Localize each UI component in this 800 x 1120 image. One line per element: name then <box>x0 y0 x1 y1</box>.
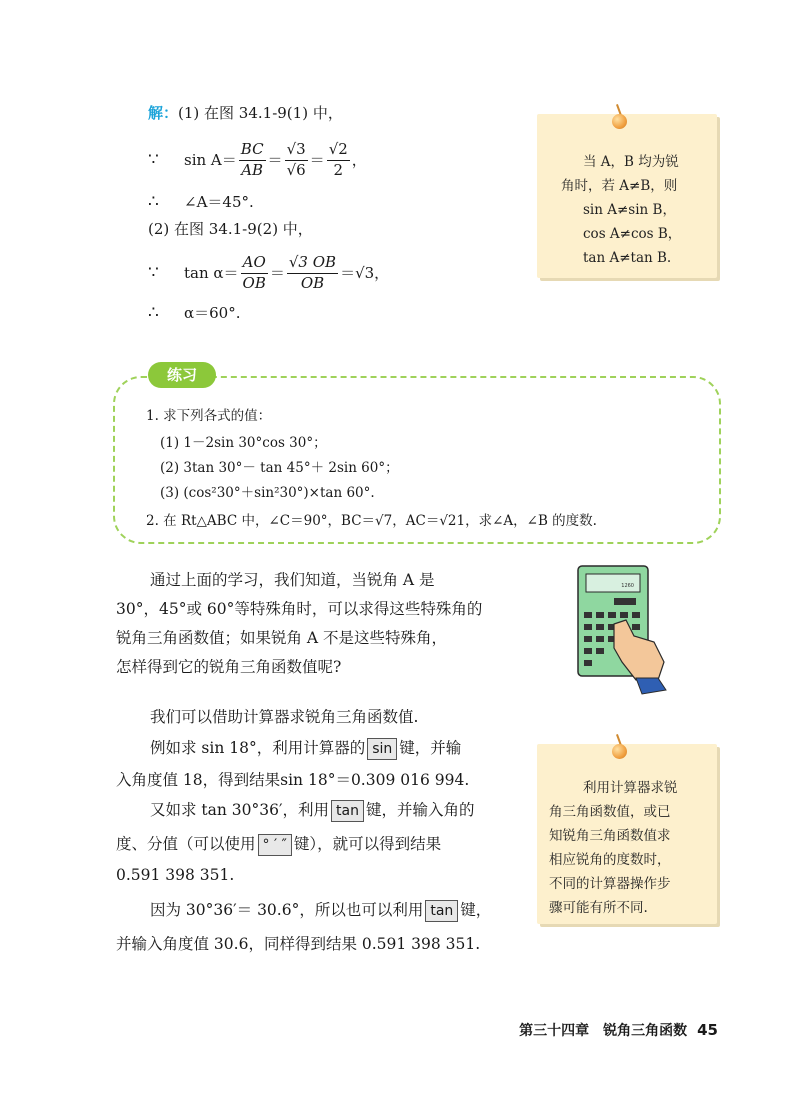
alpha-result <box>148 305 241 322</box>
dms-key: ° ′ ″ <box>258 834 292 856</box>
para4-line1 <box>150 798 475 822</box>
fraction-numerator: BC <box>239 141 266 160</box>
para4-text-a: 又如求 tan 30°36′，利用 <box>150 801 330 819</box>
pushpin-icon <box>612 744 627 759</box>
sin-key: sin <box>367 738 397 760</box>
fraction-denominator: OB <box>300 273 325 292</box>
fraction-numerator: AO <box>241 254 268 273</box>
para2: 我们可以借助计算器求锐角三角函数值. <box>150 708 419 726</box>
page-footer <box>519 1020 718 1040</box>
comma: ， <box>351 150 367 169</box>
fraction-sqrt3ob-ob <box>287 254 338 292</box>
fraction-bc-ab <box>239 141 266 179</box>
solution-part2-line <box>148 222 313 237</box>
practice-q2: 2. 在 Rt△ABC 中，∠C＝90°，BC＝√7，AC＝√21，求∠A，∠B 的度数. <box>146 513 597 529</box>
sinA-lhs: sin A＝ <box>184 150 237 169</box>
para1-line2: 30°，45°或 60°等特殊角时，可以求得这些特殊角的 <box>116 600 483 618</box>
fraction-ao-ob <box>241 254 268 292</box>
para1-line3: 锐角三角函数值；如果锐角 A 不是这些特殊角， <box>116 629 448 647</box>
fraction-denominator: √6 <box>286 160 306 179</box>
fraction-denominator: AB <box>241 160 264 179</box>
tan-lhs: tan α＝ <box>184 263 239 282</box>
practice-q1b: (2) 3tan 30°－ tan 45°＋ 2sin 60°； <box>160 460 399 476</box>
fraction-denominator: OB <box>242 273 266 292</box>
note2-line: 知锐角三角函数值求 <box>549 828 671 844</box>
side-note-2 <box>537 744 717 924</box>
para5-text-b: 键， <box>460 901 492 919</box>
para1-line1: 通过上面的学习，我们知道，当锐角 A 是 <box>150 571 435 589</box>
para5-text-a: 因为 30°36′＝ 30.6°，所以也可以利用 <box>150 901 424 919</box>
para3-line2: 入角度值 18，得到结果sin 18°＝0.309 016 994. <box>116 771 470 789</box>
note2-line: 骤可能有所不同. <box>549 900 648 916</box>
para1-line4: 怎样得到它的锐角三角函数值呢? <box>116 658 342 676</box>
part2-intro: (2) 在图 34.1-9(2) 中， <box>148 220 313 238</box>
practice-q1: 1. 求下列各式的值： <box>146 408 272 424</box>
tan-key-2: tan <box>425 900 458 922</box>
fraction-numerator: √3 OB <box>287 254 338 273</box>
tan-key: tan <box>331 800 364 822</box>
note2-line: 不同的计算器操作步 <box>549 876 671 892</box>
solution-label: 解： <box>148 104 179 122</box>
therefore-symbol: ∴ <box>148 192 159 212</box>
chapter-title: 第三十四章 锐角三角函数 <box>519 1023 688 1039</box>
side-note-1 <box>537 114 717 278</box>
tan-equation: ∵ tan α＝ $\frac{AO}{OB}$ ＝ $\frac{√3 OB}{OB}$ ＝√3， <box>148 253 390 292</box>
practice-tag: 练习 <box>148 362 216 388</box>
calculator-display: 1260 <box>621 583 634 589</box>
note2-line: 角三角函数值，或已 <box>549 804 671 820</box>
note1-line: 当 A，B 均为锐 <box>583 154 679 170</box>
therefore-symbol: ∴ <box>148 303 159 323</box>
practice-q1a: (1) 1－2sin 30°cos 30°； <box>160 435 327 451</box>
fraction-denominator: 2 <box>333 160 344 179</box>
fraction-sqrt3-sqrt6 <box>285 141 308 179</box>
part1-intro: (1) 在图 34.1-9(1) 中， <box>178 104 343 122</box>
pushpin-icon <box>612 114 627 129</box>
note2-line: 利用计算器求锐 <box>583 780 678 796</box>
para5-line1 <box>150 898 491 922</box>
para4-line2 <box>116 832 441 856</box>
para4-text-d: 键），就可以得到结果 <box>293 835 442 853</box>
note1-line: sin A≠sin B， <box>583 202 676 218</box>
fraction-numerator: √2 <box>327 141 350 160</box>
because-symbol: ∵ <box>148 149 159 170</box>
para3-text-a: 例如求 sin 18°，利用计算器的 <box>150 739 366 757</box>
para3-line1 <box>150 736 461 760</box>
practice-q1c: (3) (cos²30°＋sin²30°)×tan 60°. <box>160 485 375 501</box>
para4-text-b: 键，并输入角的 <box>365 801 475 819</box>
because-symbol: ∵ <box>148 262 159 283</box>
para3-text-b: 键，并输 <box>399 739 462 757</box>
fraction-numerator: √3 <box>285 141 308 160</box>
note2-line: 相应锐角的度数时， <box>549 852 671 868</box>
fraction-sqrt2-2 <box>327 141 350 179</box>
para5-line2: 并输入角度值 30.6，同样得到结果 0.591 398 351. <box>116 935 481 953</box>
para4-text-c: 度、分值（可以使用 <box>116 835 256 853</box>
calculator-illustration <box>574 562 674 696</box>
note1-line: tan A≠tan B. <box>583 250 672 266</box>
note1-line: 角时，若 A≠B，则 <box>561 178 678 194</box>
sinA-equation: ∵ sin A＝ $\frac{BC}{AB}$ ＝ $\frac{√3}{√6}$ ＝ $\frac{√2}{2}$ ， <box>148 140 367 179</box>
tan-rhs: ＝√3， <box>340 263 390 282</box>
solution-part1-line <box>148 106 343 121</box>
alpha-text: α＝60°. <box>184 304 241 322</box>
angleA-text: ∠A＝45°. <box>184 193 254 211</box>
para4-line3: 0.591 398 351. <box>116 866 235 884</box>
note1-line: cos A≠cos B， <box>583 226 682 242</box>
angleA-result <box>148 194 254 211</box>
page-number: 45 <box>697 1021 718 1039</box>
